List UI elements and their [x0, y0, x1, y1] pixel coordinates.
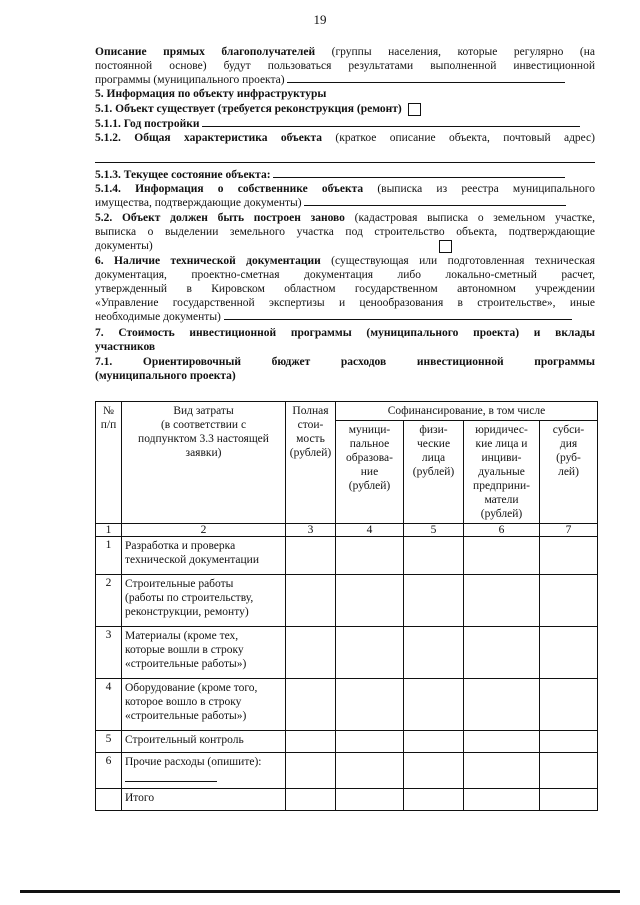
row-number: 5: [96, 731, 122, 753]
year-built-field[interactable]: [202, 117, 580, 127]
section-5-1-1-line: 5.1.1. Год постройки: [95, 117, 595, 131]
row-number: 4: [96, 679, 122, 731]
header-legal-entities: юридичес- кие лица и инциви- дуальные предприни- матели (рублей): [464, 421, 540, 524]
row-label: Разработка и проверка технической документации: [122, 537, 286, 575]
cell-legal-entities[interactable]: [464, 731, 540, 753]
cell-municipal[interactable]: [336, 789, 404, 811]
row-number: 3: [96, 627, 122, 679]
cell-individuals[interactable]: [404, 627, 464, 679]
cell-individuals[interactable]: [404, 731, 464, 753]
other-expenses-field[interactable]: [125, 781, 217, 782]
col-number-4: 4: [336, 524, 404, 537]
table-row: [96, 627, 598, 679]
section-6-line-3: утвержденный в Кировском областном государственном автономном учреждении: [95, 283, 595, 295]
table-row: [96, 679, 598, 731]
header-subsidy: субси- дия (руб- лей): [540, 421, 598, 524]
cell-municipal[interactable]: [336, 731, 404, 753]
new-build-checkbox[interactable]: [439, 240, 452, 253]
header-expense-type: Вид затраты (в соответствии с подпунктом 3.3 настоящей заявки): [122, 402, 286, 524]
section-7-1-line-2: (муниципального проекта): [95, 370, 236, 382]
section-6-line-1: 6. Наличие технической документации (существующая или подготовленная техническая: [95, 255, 595, 267]
col-number-6: 6: [464, 524, 540, 537]
cell-individuals[interactable]: [404, 679, 464, 731]
cell-municipal[interactable]: [336, 627, 404, 679]
col-number-5: 5: [404, 524, 464, 537]
table-row: [96, 731, 598, 753]
characteristics-field[interactable]: [95, 162, 595, 163]
cell-subsidy[interactable]: [540, 679, 598, 731]
column-numbers-row: [96, 524, 598, 537]
beneficiaries-line-2: постоянной основе) будут пользоваться результатами выполненной инвестиционной: [95, 60, 595, 72]
section-5-1-4-line-2: имущества, подтверждающие документы): [95, 196, 595, 210]
total-row: [96, 789, 598, 811]
section-5-1-line: 5.1. Объект существует (требуется реконструкция (ремонт): [95, 102, 595, 116]
row-label-cell: [122, 753, 286, 789]
object-exists-checkbox[interactable]: [408, 103, 421, 116]
cell-subsidy[interactable]: [540, 575, 598, 627]
cell-individuals[interactable]: [404, 753, 464, 789]
section-6-line-5: необходимые документы): [95, 310, 595, 324]
cell-full-cost[interactable]: [286, 575, 336, 627]
table-row: [96, 753, 598, 789]
row-label: Строительный контроль: [122, 731, 286, 753]
col-number-1: 1: [96, 524, 122, 537]
row-label: Прочие расходы (опишите):: [125, 756, 262, 768]
section-6-line-4: «Управление государственной экспертизы и ценообразования в строительстве», иные: [95, 297, 595, 309]
cell-individuals[interactable]: [404, 575, 464, 627]
section-7-line-1: 7. Стоимость инвестиционной программы (муниципального проекта) и вклады: [95, 327, 595, 339]
header-individuals: физи- ческие лица (рублей): [404, 421, 464, 524]
cell-municipal[interactable]: [336, 753, 404, 789]
cell-municipal[interactable]: [336, 575, 404, 627]
section-5-2-line-1: 5.2. Объект должен быть построен заново (кадастровая выписка о земельном участке,: [95, 212, 595, 224]
table-row: [96, 575, 598, 627]
cell-municipal[interactable]: [336, 679, 404, 731]
cell-full-cost[interactable]: [286, 679, 336, 731]
section-6-line-2: документация, проектно-сметная документация либо локально-сметный расчет,: [95, 269, 595, 281]
cell-subsidy[interactable]: [540, 537, 598, 575]
page-number: 19: [313, 12, 327, 27]
cell-individuals[interactable]: [404, 789, 464, 811]
section-5-2-line-2: выписка о выделении земельного участка под строительство объекта, подтверждающие: [95, 226, 595, 238]
row-label: Итого: [122, 789, 286, 811]
current-state-field[interactable]: [273, 168, 565, 178]
cell-full-cost[interactable]: [286, 731, 336, 753]
cell-subsidy[interactable]: [540, 753, 598, 789]
scan-edge-bar: [20, 890, 620, 893]
row-number: 2: [96, 575, 122, 627]
cell-full-cost[interactable]: [286, 789, 336, 811]
cell-legal-entities[interactable]: [464, 679, 540, 731]
cell-legal-entities[interactable]: [464, 537, 540, 575]
cell-full-cost[interactable]: [286, 753, 336, 789]
section-5-1-4-line-1: 5.1.4. Информация о собственнике объекта (выписка из реестра муниципального: [95, 183, 595, 195]
row-label: Материалы (кроме тех, которые вошли в строку «строительные работы»): [122, 627, 286, 679]
col-number-3: 3: [286, 524, 336, 537]
cell-legal-entities[interactable]: [464, 789, 540, 811]
row-number: [96, 789, 122, 811]
cell-full-cost[interactable]: [286, 537, 336, 575]
header-row-1: [96, 402, 598, 421]
cell-subsidy[interactable]: [540, 731, 598, 753]
tech-docs-field[interactable]: [224, 310, 572, 320]
section-5-1-2-line: 5.1.2. Общая характеристика объекта (краткое описание объекта, почтовый адрес): [95, 132, 595, 144]
section-5-2-line-3: документы): [95, 239, 595, 253]
beneficiaries-line-3: программы (муниципального проекта): [95, 73, 595, 87]
row-label: Оборудование (кроме того, которое вошло в строку «строительные работы»): [122, 679, 286, 731]
col-number-2: 2: [122, 524, 286, 537]
owner-info-field[interactable]: [304, 196, 566, 206]
header-full-cost: Полная стои- мость (рублей): [286, 402, 336, 524]
budget-table: [95, 401, 598, 811]
row-number: 6: [96, 753, 122, 789]
cell-municipal[interactable]: [336, 537, 404, 575]
header-municipal: муници- пальное образова- ние (рублей): [336, 421, 404, 524]
cell-legal-entities[interactable]: [464, 753, 540, 789]
cell-legal-entities[interactable]: [464, 575, 540, 627]
section-7-line-2: участников: [95, 341, 156, 353]
cell-individuals[interactable]: [404, 537, 464, 575]
header-cofinancing: Софинансирование, в том числе: [336, 402, 598, 421]
cell-subsidy[interactable]: [540, 627, 598, 679]
section-5-title: 5. Информация по объекту инфраструктуры: [95, 88, 327, 100]
col-number-7: 7: [540, 524, 598, 537]
beneficiaries-field[interactable]: [287, 73, 565, 83]
row-number: 1: [96, 537, 122, 575]
cell-subsidy[interactable]: [540, 789, 598, 811]
cell-full-cost[interactable]: [286, 627, 336, 679]
row-label: Строительные работы (работы по строительству, реконструкции, ремонту): [122, 575, 286, 627]
section-5-1-3-line: 5.1.3. Текущее состояние объекта:: [95, 168, 595, 182]
cell-legal-entities[interactable]: [464, 627, 540, 679]
section-7-1-line-1: 7.1. Ориентировочный бюджет расходов инвестиционной программы: [95, 356, 595, 368]
table-row: [96, 537, 598, 575]
beneficiaries-line-1: Описание прямых благополучателей (группы населения, которые регулярно (на: [95, 46, 596, 58]
header-num: № п/п: [96, 402, 122, 524]
